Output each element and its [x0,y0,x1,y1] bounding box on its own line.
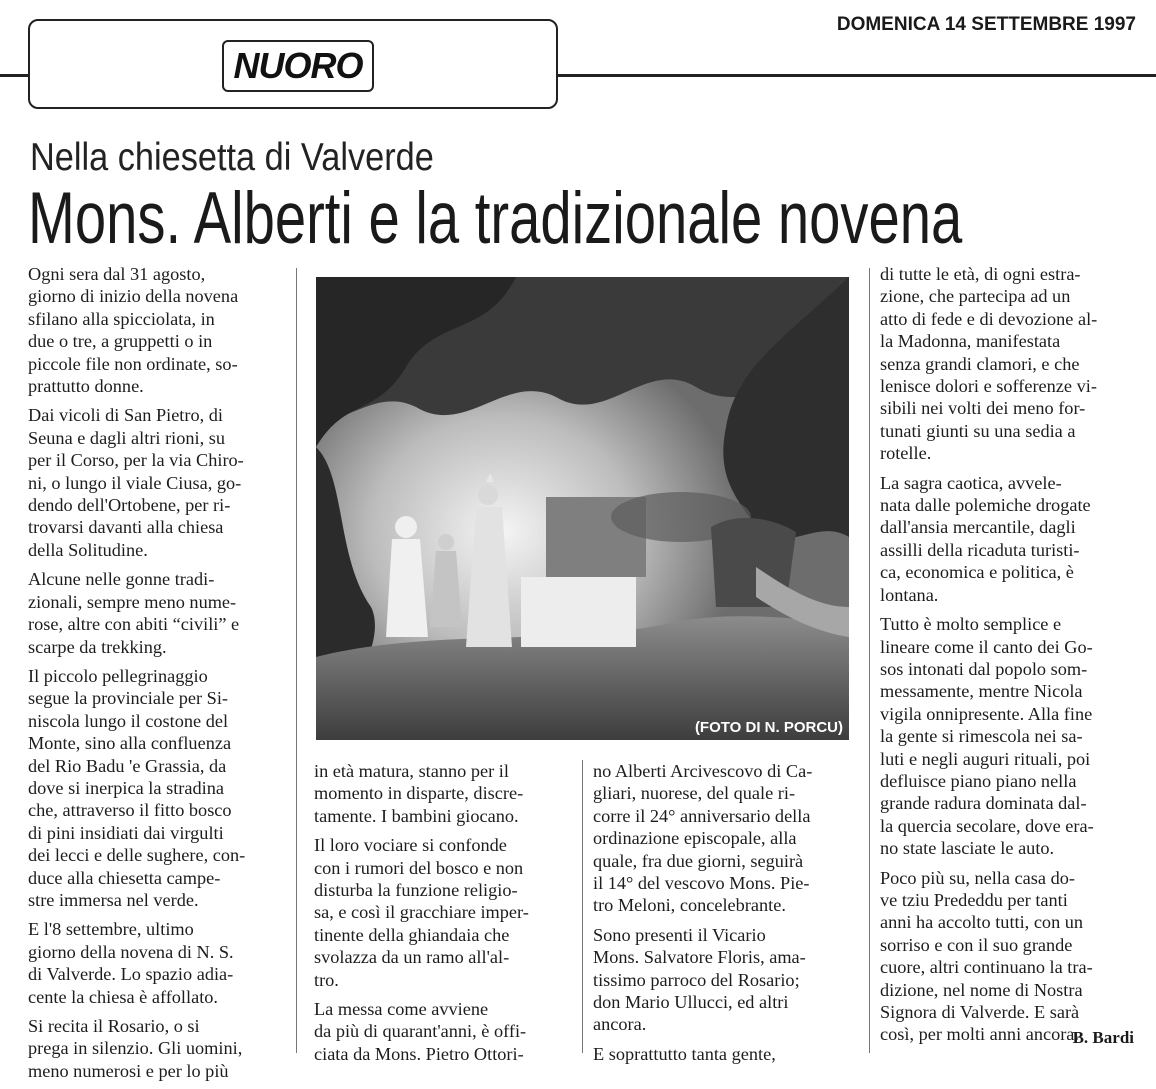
paragraph: Poco più su, nella casa do- ve tziu Prededdu per tanti anni ha accolto tutti, con un sorriso e con il suo grande cuore, altri continuano la tra- dizione, nel nome di Nostra Signora di Valverde. E sarà così, per molti anni ancora. [880,867,1093,1045]
photo-image [316,277,849,740]
section-tab [222,40,374,92]
article-column-1 [24,263,286,1089]
article-headline: Mons. Alberti e la tradizionale novena [28,178,963,259]
paragraph: Dai vicoli di San Pietro, di Seuna e dagli altri rioni, su per il Corso, per la via Chiro- ni, o lungo il viale Ciusa, go- dendo dell'Ortobene, per ri- trovarsi davanti alla chiesa della Solitudine. [28,405,244,560]
paragraph: La sagra caotica, avvele- nata dalle polemiche drogate dall'ansia mercantile, dagli assilli della ricaduta turisti- ca, economica e politica, è lontana. [880,472,1091,605]
paragraph: E l'8 settembre, ultimo giorno della novena di N. S. di Valverde. Lo spazio adia- cente la chiesa è affollato. [28,919,234,1007]
article-column-4 [876,263,1141,1053]
paragraph: Sono presenti il Vicario Mons. Salvatore Floris, ama- tissimo parroco del Rosario; don Mario Ullucci, ed altri ancora. [593,924,806,1035]
paragraph: Il loro vociare si confonde con i rumori del bosco e non disturba la funzione religio- sa, e così il gracchiare imper- tinente della ghiandaia che svolazza da un ramo all'al- tro. [314,835,529,990]
paragraph: in età matura, stanno per il momento in disparte, discre- tamente. I bambini giocano. [314,761,524,826]
paragraph: Tutto è molto semplice e lineare come il canto dei Go- sos intonati dal popolo som- messamente, mentre Nicola vigila onnipresente. Alla fine la gente si rimescola nei sa- luti e negli auguri rituali, poi defluisce piano piano nella grande radura dominata dal- la quercia secolare, dove era- no state lasciate le auto. [880,614,1094,859]
paragraph: di tutte le età, di ogni estra- zione, che partecipa ad un atto di fede e di devozione al- la Madonna, manifestata senza grandi clamori, e che lenisce dolori e sofferenze vi- sibili nei volti dei meno for- tunati giunti su una sedia a rotelle. [880,264,1098,464]
paragraph: Ogni sera dal 31 agosto, giorno di inizio della novena sfilano alla spicciolata, in due o tre, a gruppetti o in piccole file non ordinate, so- prattutto donne. [28,264,239,397]
issue-date: DOMENICA 14 SETTEMBRE 1997 [836,14,1136,35]
column-divider [869,268,870,1053]
paragraph: Si recita il Rosario, o si prega in silenzio. Gli uomini, meno numerosi e per lo più [28,1016,243,1081]
article-photo [316,277,849,740]
article-kicker: Nella chiesetta di Valverde [30,136,434,179]
paragraph: Alcune nelle gonne tradi- zionali, sempre meno nume- rose, altre con abiti “civili” e scarpe da trekking. [28,569,240,657]
column-divider [582,760,583,1053]
photo-credit: (FOTO DI N. PORCU) [694,719,843,736]
section-name: NUORO [233,45,363,86]
header-rule-right [558,74,1156,77]
paragraph: La messa come avviene da più di quarant'anni, è offi- ciata da Mons. Pietro Ottori- [314,999,527,1064]
article-column-3 [589,760,864,1072]
column-divider [296,268,297,1053]
header-rule-left [0,74,28,77]
paragraph: E soprattutto tanta gente, [593,1043,776,1064]
paragraph: no Alberti Arcivescovo di Ca- gliari, nuorese, del quale ri- corre il 24° anniversario della ordinazione episcopale, alla quale, fra due giorni, seguirà il 14° del vescovo Mons. Pie- tro Meloni, concelebrante. [593,761,813,916]
paragraph: Il piccolo pellegrinaggio segue la provinciale per Si- niscola lungo il costone del Monte, sino alla confluenza del Rio Badu 'e Grassia, da dove si inerpica la stradina che, attraverso il fitto bosco di pini insidiati dai virgulti dei lecci e delle sughere, con- duce alla chiesetta campe- stre immersa nel verde. [28,665,246,910]
article-byline: B. Bardi [1072,1028,1134,1047]
article-column-2 [310,760,578,1072]
